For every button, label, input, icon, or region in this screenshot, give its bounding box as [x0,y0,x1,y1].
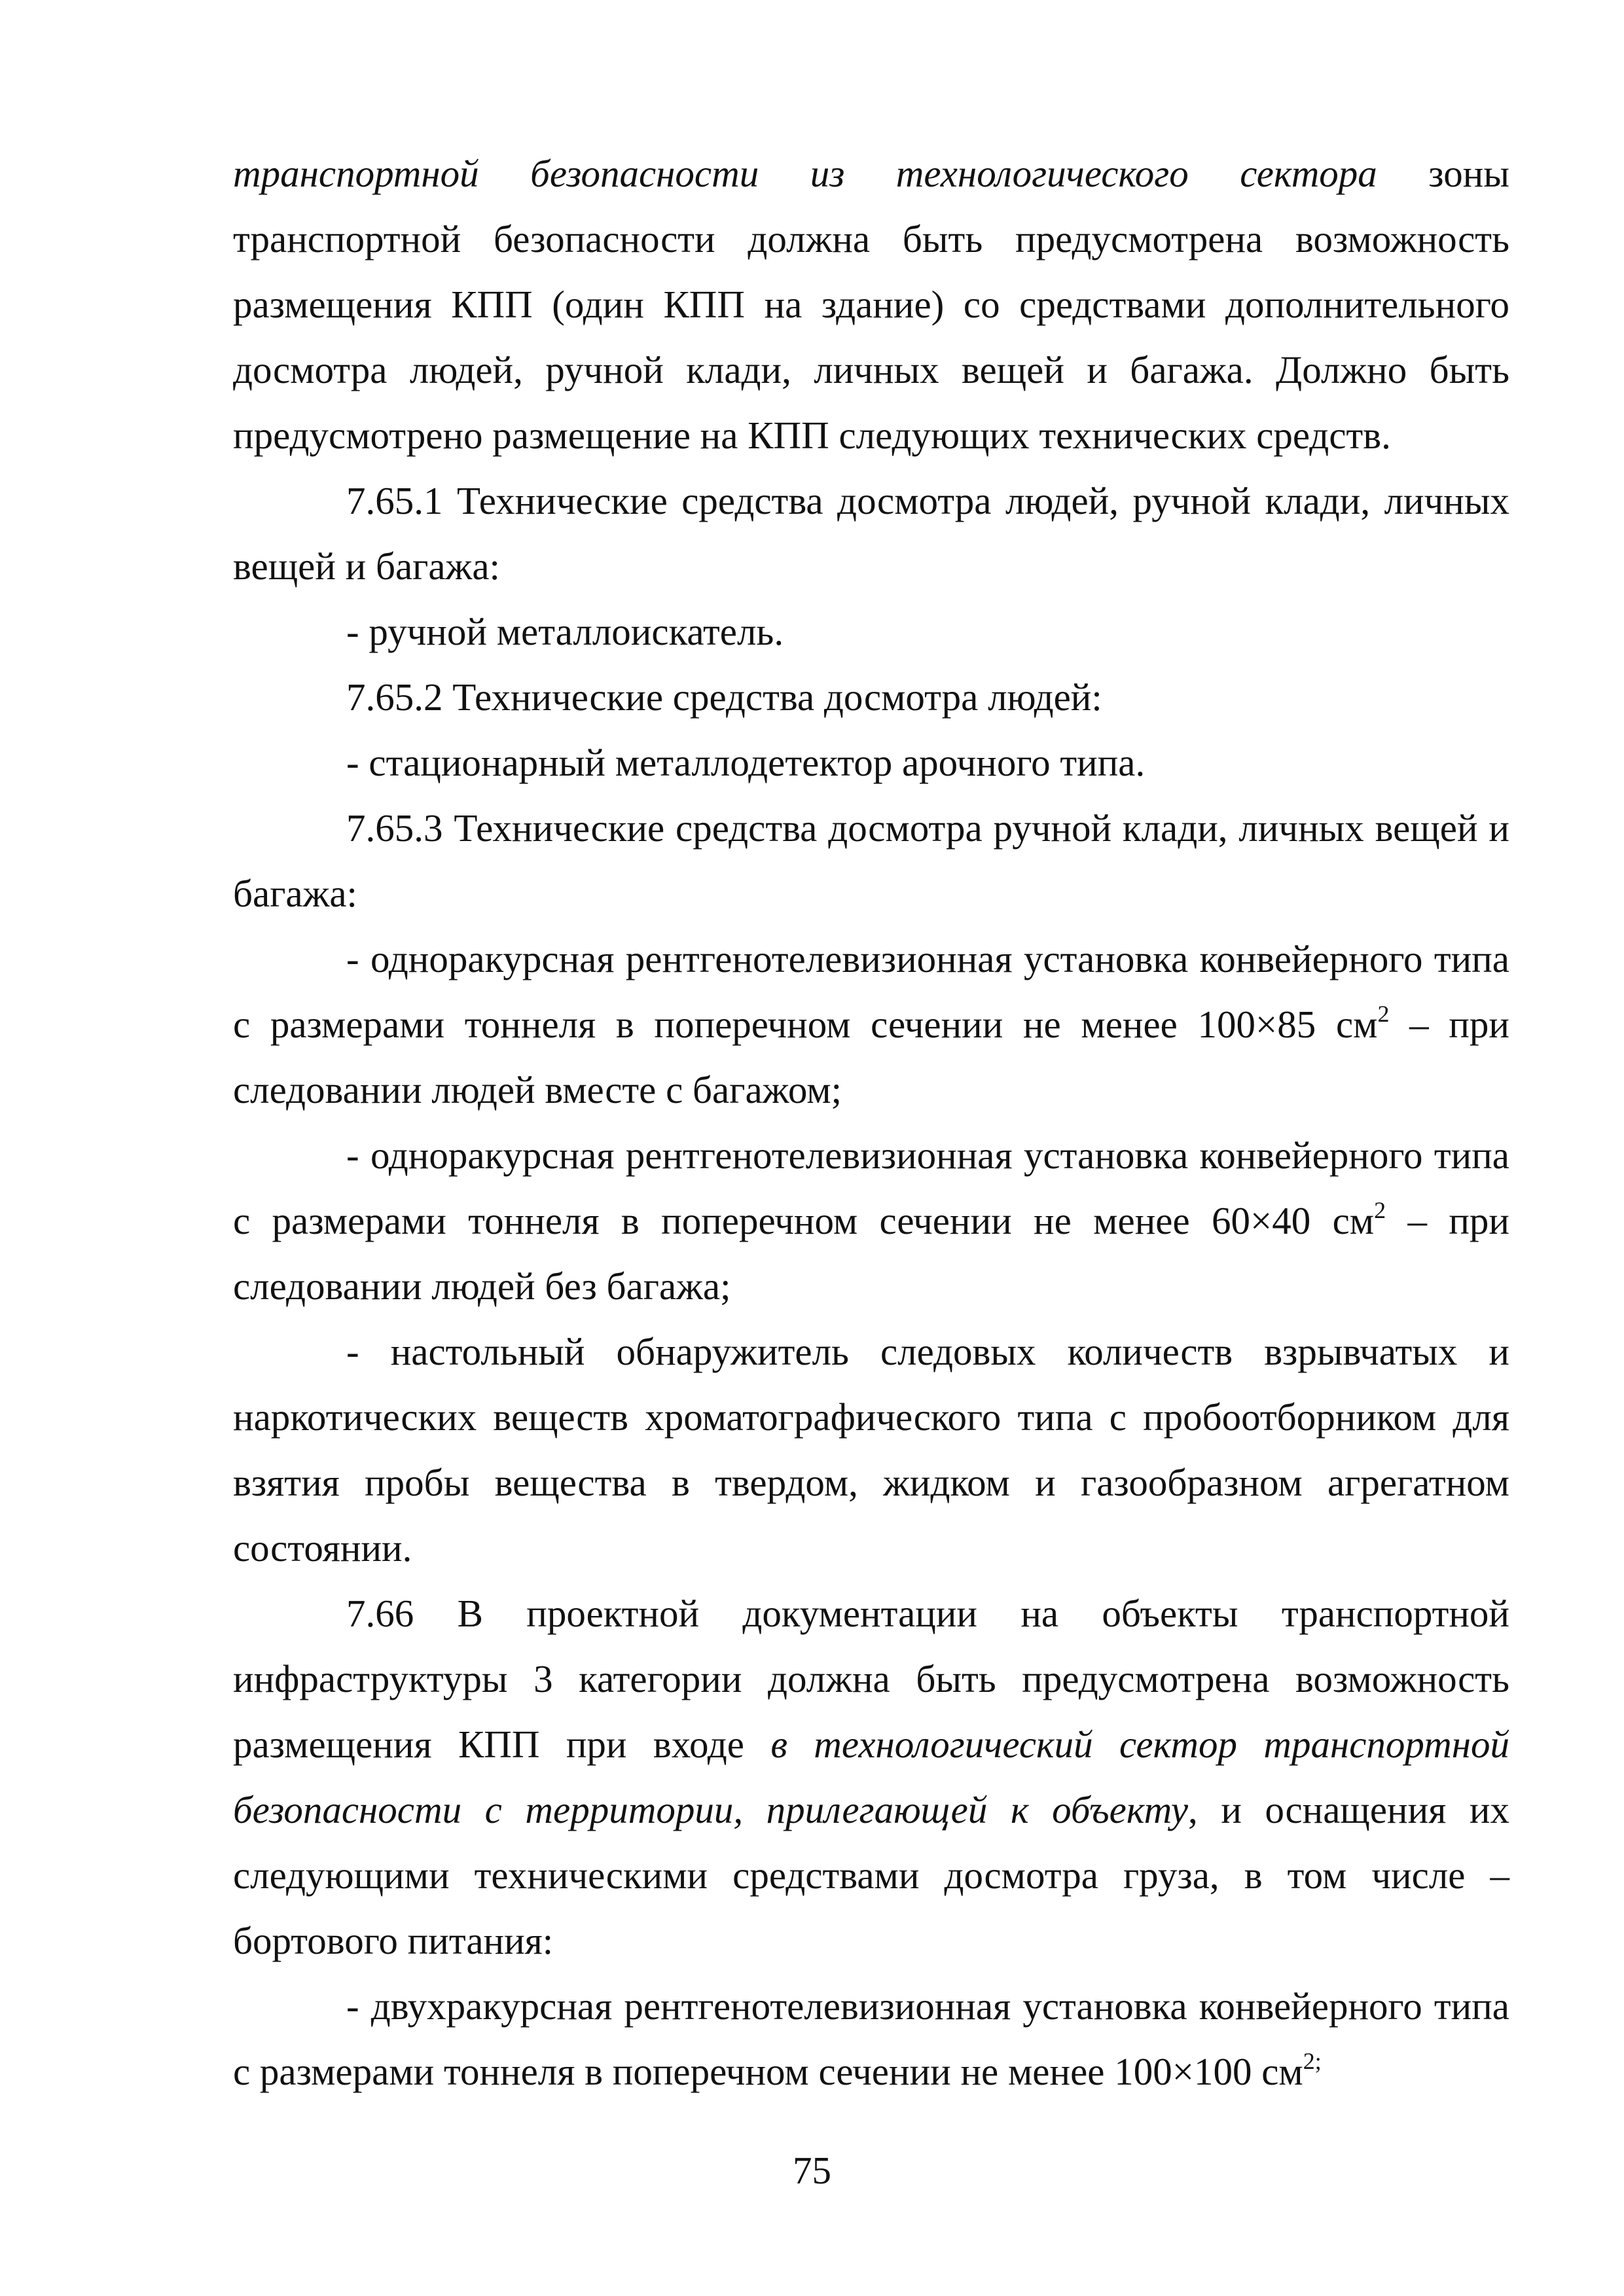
xray-1-text: - одноракурсная рентгенотелевизионная установка конвейерного типа с размерами тоннеля в поперечном сечении не менее 100×85 см [233,937,1509,1046]
intro-italic-phrase: транспортной безопасности из технологического сектора [233,152,1377,195]
xray-2-tail: – при следовании людей без багажа; [233,1199,1509,1308]
xray-1-superscript: 2 [1377,1001,1390,1027]
clause-7-65-1: 7.65.1 Технические средства досмотра людей, ручной клади, личных вещей и багажа: [233,479,1509,588]
xray-2-text: - одноракурсная рентгенотелевизионная установка конвейерного типа с размерами тоннеля в поперечном сечении не менее 60×40 см [233,1134,1509,1242]
clause-7-66-text-2: , и оснащения их следующими техническими средствами досмотра груза, в том числе – бортового питания: [233,1788,1509,1962]
list-item-arch-metal-detector: - стационарный металлодетектор арочного типа. [346,741,1146,784]
xray-1-tail: – при следовании людей вместе с багажом; [233,1003,1509,1111]
list-item-hand-metal-detector: - ручной металлоискатель. [346,610,784,653]
xray-dual-text: - двухракурсная рентгенотелевизионная установка конвейерного типа с размерами тоннеля в поперечном сечении не менее 100×100 см [233,1984,1509,2093]
intro-paragraph [233,141,1509,468]
clause-7-66 [233,1581,1509,1973]
list-item-trace-detector: - настольный обнаружитель следовых количеств взрывчатых и наркотических веществ хроматографического типа с пробоотборником для взятия пробы вещества в твердом, жидком и газообразном агрегатном состоянии. [233,1330,1509,1570]
clause-7-65-3: 7.65.3 Технические средства досмотра ручной клади, личных вещей и багажа: [233,806,1509,915]
xray-2-superscript: 2 [1374,1197,1386,1223]
list-item-xray-with-baggage [233,926,1509,1122]
clause-7-66-text-1: 7.66 В проектной документации на объекты транспортной инфраструктуры 3 категории должна быть предусмотрена возможность размещения КПП при входе [233,1592,1509,1766]
xray-dual-superscript: 2; [1303,2048,1322,2074]
document-body [233,141,1509,2104]
page-number: 75 [793,2149,831,2192]
intro-text: зоны транспортной безопасности должна быть предусмотрена возможность размещения КПП (один КПП на здание) со средствами дополнительного досмотра людей, ручной клади, личных вещей и багажа. Должно быть предусмотрено размещение на КПП следующих технических средств. [233,152,1509,457]
clause-7-66-italic-phrase: в технологический сектор транспортной безопасности с территории, прилегающей к объекту [233,1723,1510,1831]
list-item-xray-dual-view [233,1973,1509,2104]
list-item-xray-without-baggage [233,1122,1509,1319]
clause-7-65-2: 7.65.2 Технические средства досмотра людей: [346,675,1102,719]
